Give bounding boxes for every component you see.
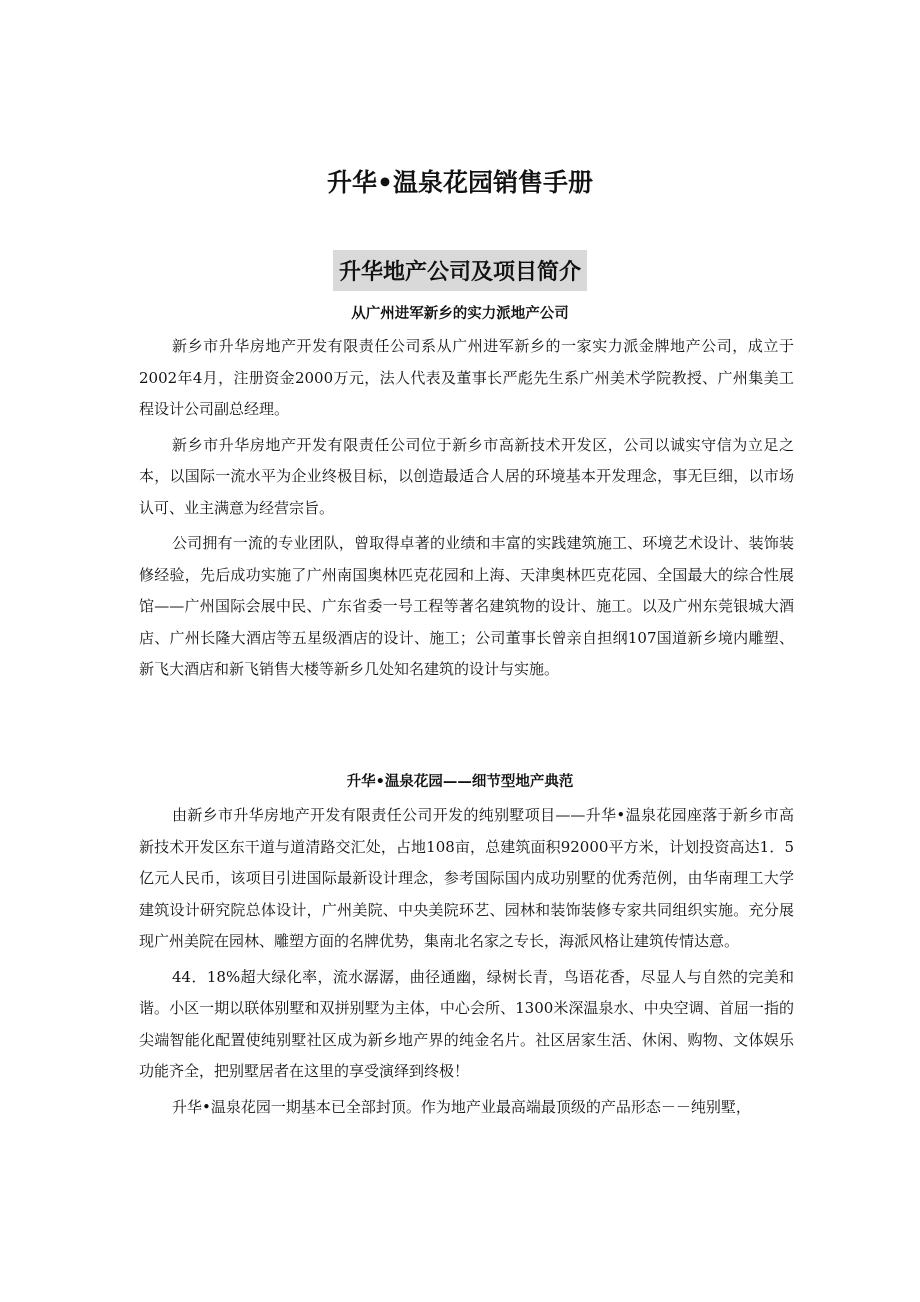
paragraph: 由新乡市升华房地产开发有限责任公司开发的纯别墅项目——升华•温泉花园座落于新乡市高新技术开发区东干道与道清路交汇处，占地108亩，总建筑面积92000平方米，计划投资高达1．5亿元人民币，该项目引进国际最新设计理念，参考国际国内成功别墅的优秀范例，由华南理工大学建筑设计研究院总体设计，广州美院、中央美院环艺、园林和装饰装修专家共同组织实施。充分展现广州美院在园林、雕塑方面的名牌优势，集南北名家之专长，海派风格让建筑传情达意。 xyxy=(139,806,794,950)
paragraph: 44．18%超大绿化率，流水潺潺，曲径通幽，绿树长青，鸟语花香，尽显人与自然的完美和谐。小区一期以联体别墅和双拼别墅为主体，中心会所、1300米深温泉水、中央空调、首屈一指的尖端智能化配置使纯别墅社区成为新乡地产界的纯金名片。社区居家生活、休闲、购物、文体娱乐功能齐全，把别墅居者在这里的享受演绎到终极！ xyxy=(139,967,794,1080)
section-heading xyxy=(0,250,920,291)
subheading-project: 升华•温泉花园——细节型地产典范 xyxy=(346,774,574,790)
paragraph: 新乡市升华房地产开发有限责任公司系从广州进军新乡的一家实力派金牌地产公司，成立于2002年4月，注册资金2000万元，法人代表及董事长严彪先生系广州美术学院教授、广州集美工程设计公司副总经理。 xyxy=(139,337,794,418)
paragraph: 新乡市升华房地产开发有限责任公司位于新乡市高新技术开发区，公司以诚实守信为立足之本，以国际一流水平为企业终极目标，以创造最适合人居的环境基本开发理念，事无巨细，以市场认可、业主满意为经营宗旨。 xyxy=(139,435,794,517)
section-heading-text: 升华地产公司及项目简介 xyxy=(333,250,587,291)
company-intro-block xyxy=(139,331,794,690)
project-intro-block xyxy=(139,800,794,1127)
document-title: 升华•温泉花园销售手册 xyxy=(327,168,593,197)
subheading-company: 从广州进军新乡的实力派地产公司 xyxy=(351,306,569,322)
paragraph: 升华•温泉花园一期基本已全部封顶。作为地产业最高端最顶级的产品形态－－纯别墅， xyxy=(172,1097,751,1116)
paragraph: 公司拥有一流的专业团队，曾取得卓著的业绩和丰富的实践建筑施工、环境艺术设计、装饰装修经验，先后成功实施了广州南国奥林匹克花园和上海、天津奥林匹克花园、全国最大的综合性展馆——广州国际会展中民、广东省委一号工程等著名建筑物的设计、施工。以及广州东莞银城大酒店、广州长隆大酒店等五星级酒店的设计、施工；公司董事长曾亲自担纲107国道新乡境内雕塑、新飞大酒店和新飞销售大楼等新乡几处知名建筑的设计与实施。 xyxy=(139,534,794,678)
